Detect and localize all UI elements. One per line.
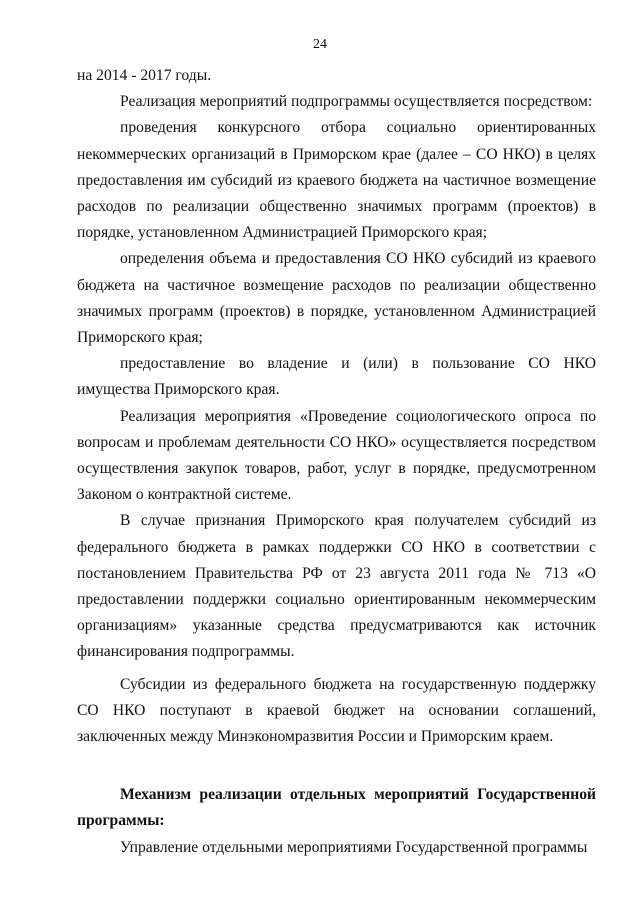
paragraph: Управление отдельными мероприятиями Государственной программы	[120, 838, 588, 856]
paragraph-list-item: предоставление во владение и (или) в пользование СО НКО имущества Приморского края.	[77, 355, 596, 399]
page-number: 24	[313, 37, 327, 52]
document-body	[77, 63, 596, 861]
paragraph-list-item: проведения конкурсного отбора социально ориентированных некоммерческих организаций в Приморском крае (далее – СО НКО) в целях предоставления им субсидий из краевого бюджета на частичное возмещение расходов по реализации общественно значимых программ (проектов) в порядке, установленном Администрацией Приморского края;	[77, 119, 596, 242]
paragraph-continuation: на 2014 - 2017 годы.	[77, 67, 212, 84]
paragraph-list-item: определения объема и предоставления СО НКО субсидий из краевого бюджета на частичное возмещение расходов по реализации общественно значимых программ (проектов) в порядке, установленном Администрацией Приморского края;	[77, 250, 596, 347]
paragraph: Субсидии из федерального бюджета на государственную поддержку СО НКО поступают в краевой бюджет на основании соглашений, заключенных между Минэкономразвития России и Приморским краем.	[77, 675, 596, 746]
paragraph: В случае признания Приморского края получателем субсидий из федерального бюджета в рамках поддержки СО НКО в соответствии с постановлением Правительства РФ от 23 августа 2011 года № 713 «О предоставлении поддержки социально ориентированным некоммерческим организациям» указанные средства предусматриваются как источник финансирования подпрограммы.	[77, 512, 596, 661]
paragraph: Реализация мероприятия «Проведение социологического опроса по вопросам и проблемам деятельности СО НКО» осуществляется посредством осуществления закупок товаров, работ, услуг в порядке, предусмотренном Законом о контрактной системе.	[77, 407, 596, 504]
section-heading: Механизм реализации отдельных мероприятий Государственной программы:	[77, 786, 596, 830]
paragraph-intro: Реализация мероприятий подпрограммы осуществляется посредством:	[120, 93, 593, 111]
